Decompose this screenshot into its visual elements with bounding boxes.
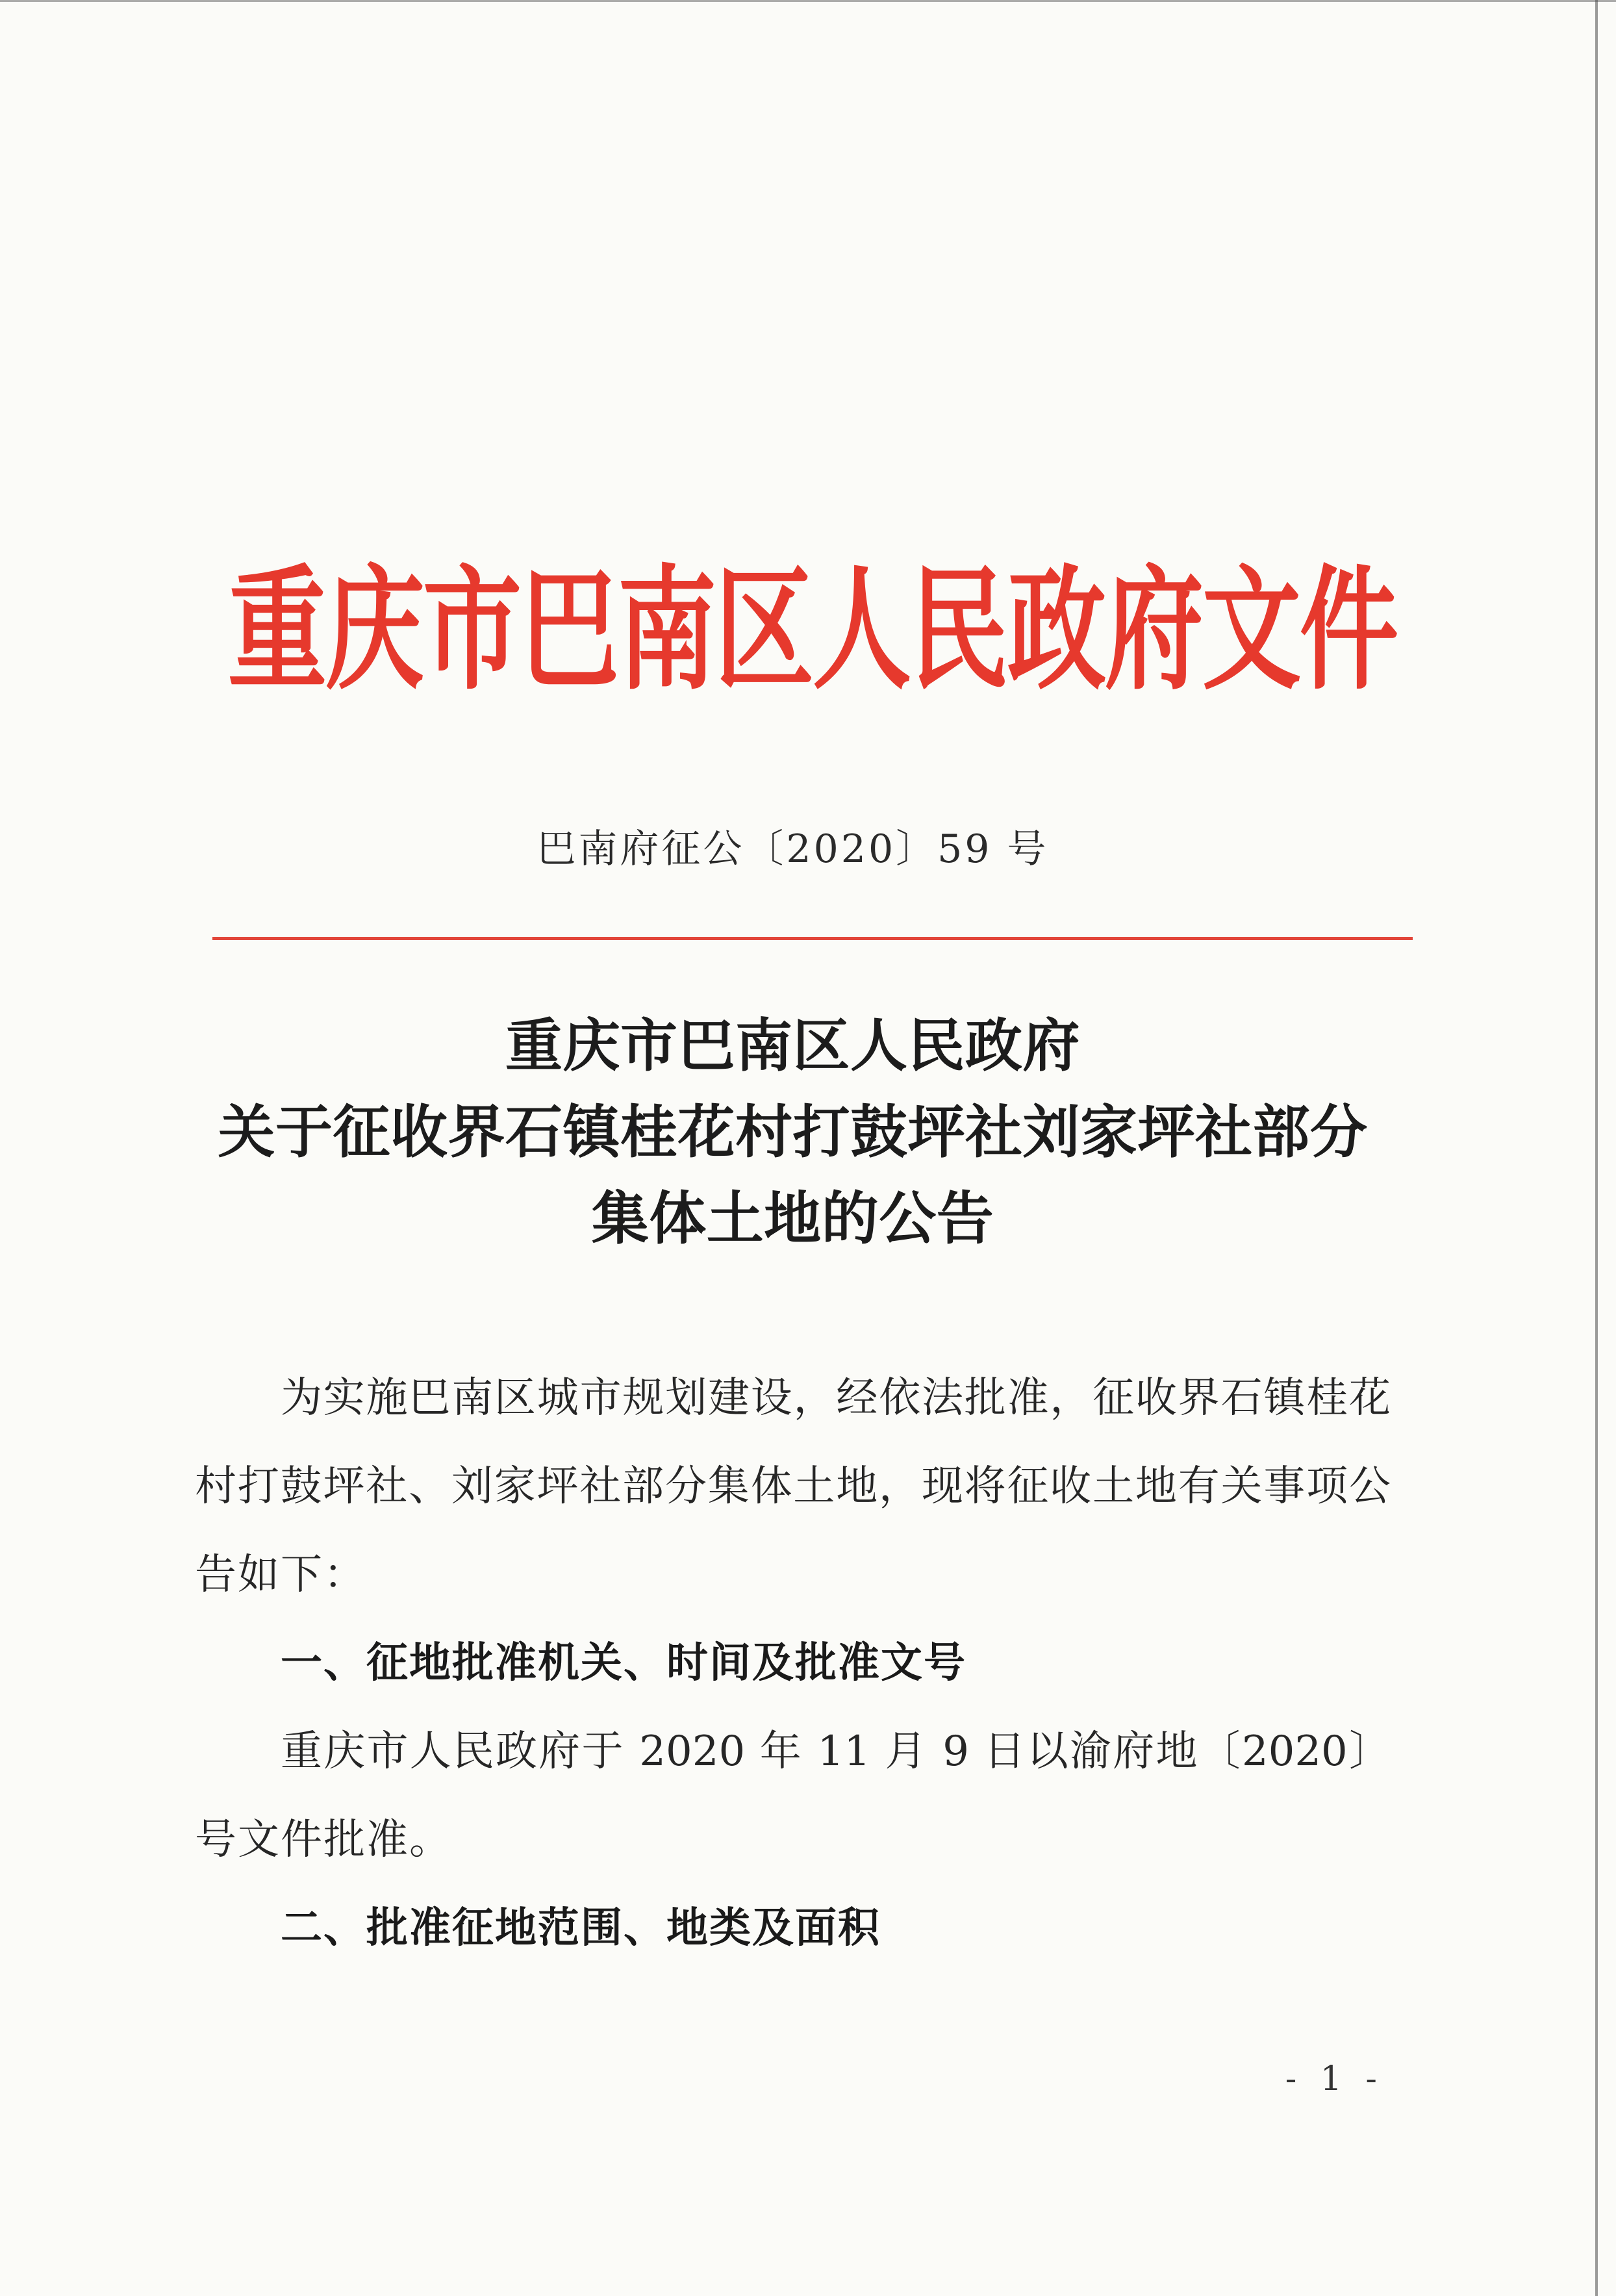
notice-title-line-3: 集体土地的公告 <box>591 1188 994 1251</box>
notice-body <box>195 1354 1391 1972</box>
section-2-heading: 二、批准征地范围、地类及面积 <box>281 1904 881 1952</box>
section-1-heading: 一、征地批准机关、时间及批准文号 <box>281 1639 966 1687</box>
notice-title <box>195 1004 1391 1263</box>
scan-edge-right <box>1595 0 1598 2296</box>
org-title: 重庆市巴南区人民政府文件 <box>228 557 1397 706</box>
red-divider-rule <box>212 937 1413 940</box>
intro-line-1: 为实施巴南区城市规划建设，经依法批准，征收界石镇桂花 <box>281 1374 1391 1422</box>
notice-title-line-1: 重庆市巴南区人民政府 <box>505 1015 1080 1078</box>
intro-line-3: 告如下： <box>195 1551 366 1599</box>
section-1-line-1: 重庆市人民政府于 2020 年 11 月 9 日以渝府地〔2020〕 <box>281 1728 1391 1776</box>
notice-title-line-2: 关于征收界石镇桂花村打鼓坪社刘家坪社部分 <box>218 1102 1368 1165</box>
section-1-line-2: 号文件批准。 <box>195 1816 452 1864</box>
scan-edge-top <box>0 0 1616 2</box>
document-number: 巴南府征公〔2020〕59 号 <box>537 826 1049 872</box>
intro-line-2: 村打鼓坪社、刘家坪社部分集体土地，现将征收土地有关事项公 <box>195 1462 1391 1511</box>
page-number: - 1 - <box>1285 2060 1383 2098</box>
